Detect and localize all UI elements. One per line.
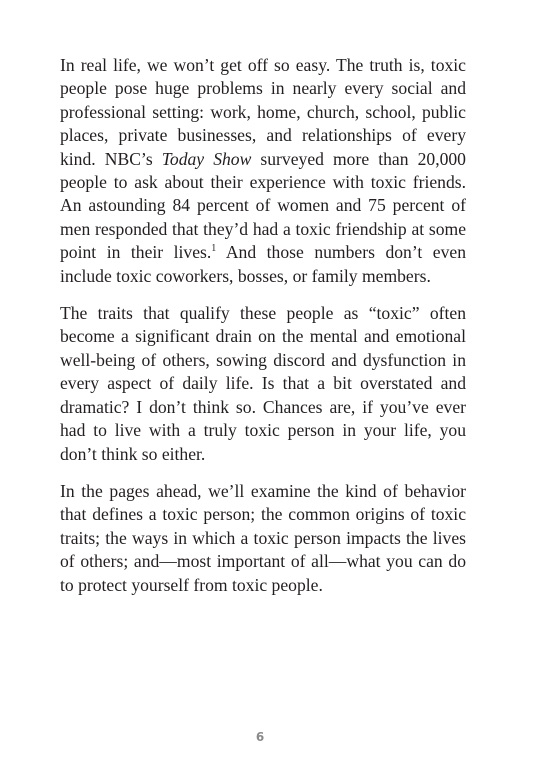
show-title: Today Show	[161, 148, 252, 169]
paragraph-1-text-middle: surveyed more than 20,000 people to ask about their experience with toxic friends. An astounding 84 percent of women and 75 percent of men responded that they’d had a toxic friendship at some point in their lives.	[60, 148, 466, 263]
paragraph-1-text-end: And those numbers don’t even include toxic coworkers, bosses, or family members.	[60, 242, 466, 286]
body-text	[60, 54, 466, 611]
paragraph-1	[60, 54, 466, 288]
paragraph-2: The traits that qualify these people as “toxic” often become a significant drain on the mental and emotional well-being of others, sowing discord and dysfunction in every aspect of daily life. Is that a bit overstated and dramatic? I don’t think so. Chances are, if you’ve ever had to live with a truly toxic person in your life, you don’t think so either.	[60, 303, 466, 464]
paragraph-1-text-start: In real life, we won’t get off so easy. The truth is, toxic people pose huge problems in nearly every social and professional setting: work, home, church, school, public places, private businesses, and relationships of every kind. NBC’s	[60, 55, 466, 169]
page-number: 6	[255, 730, 265, 744]
footnote-marker: 1	[211, 243, 217, 255]
paragraph-3: In the pages ahead, we’ll examine the kind of behavior that defines a toxic person; the common origins of toxic traits; the ways in which a toxic person impacts the lives of others; and—most important of all—what you can do to protect yourself from toxic people.	[60, 480, 466, 595]
